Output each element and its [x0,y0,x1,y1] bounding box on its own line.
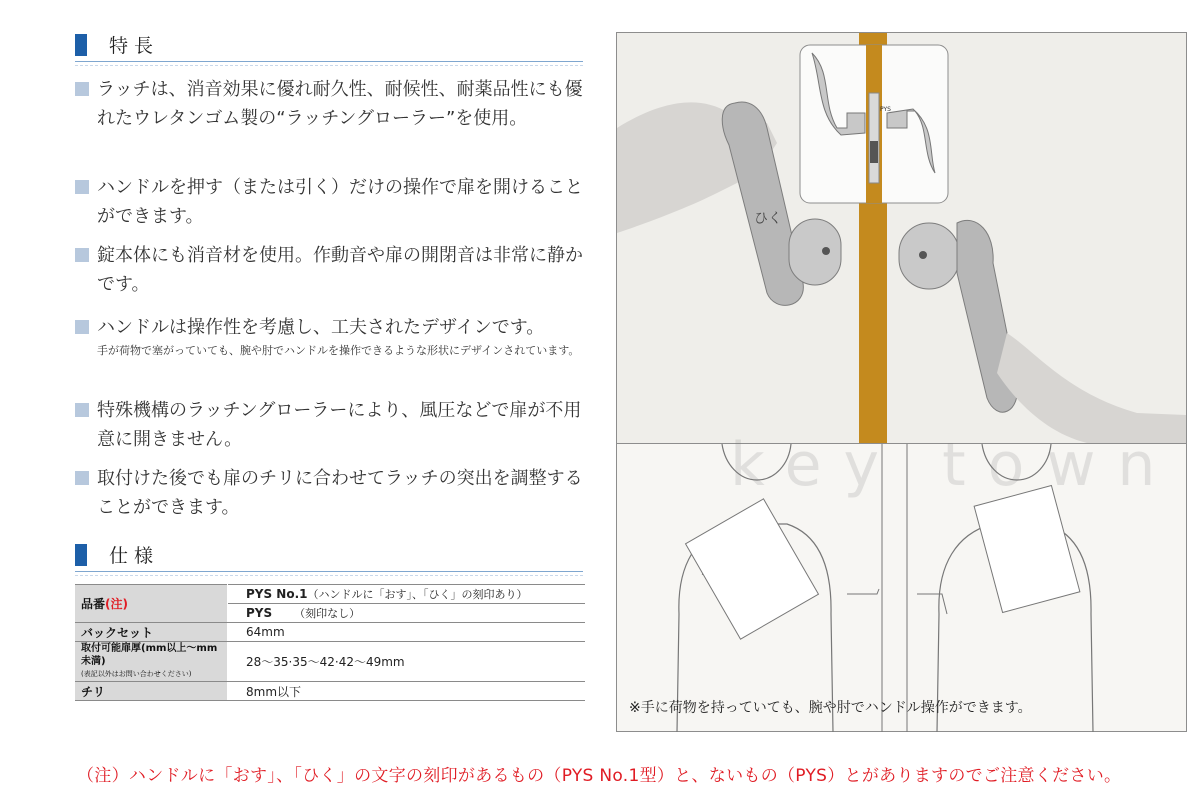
carried-board-right [974,486,1080,613]
spec-table [75,584,585,701]
model-a-desc: （ハンドルに「おす」、「ひく」の刻印あり） [307,588,528,601]
feature-subtext: 手が荷物で塞がっていても、腕や肘でハンドルを操作できるような形状にデザインされています。 [97,344,580,357]
product-figure-panel [616,32,1187,732]
bullet-square-icon [75,403,89,417]
table-row [75,585,585,604]
thickness-label: 取付可能扉厚(mm以上〜mm未満) [81,643,218,667]
door-handle-right-sketch [917,594,947,614]
feature-item [75,241,590,299]
specs-heading [75,538,583,572]
screw-icon [822,247,830,255]
model-a-name: PYS No.1 [246,587,308,601]
feature-item [75,313,590,360]
feature-text: 取付けた後でも扉のチリに合わせてラッチの突出を調整することができます。 [97,468,583,518]
feature-text: 特殊機構のラッチングローラーにより、風圧などで扉が不用意に開きません。 [97,400,582,450]
rosette-left [789,219,841,285]
feature-text: ラッチは、消音効果に優れ耐久性、耐候性、耐薬品性にも優れたウレタンゴム製の“ラッチングローラー”を使用。 [97,79,583,129]
model-note: (注) [105,597,128,611]
handle-photo-illustration [617,33,1186,443]
door-handle-left-sketch [847,589,879,594]
model-b-name: PYS [246,606,273,620]
thickness-value: 28〜35·35〜42·42〜49mm [228,642,586,682]
heading-accent-bar [75,544,87,566]
model-b-desc: （刻印なし） [294,607,361,620]
feature-item [75,396,590,454]
features-title: 特長 [109,35,160,57]
specs-title: 仕様 [109,545,160,567]
rosette-right [899,223,959,289]
bullet-square-icon [75,248,89,262]
figure-caption: ※手に荷物を持っていても、腕や肘でハンドル操作ができます。 [629,700,1032,716]
feature-text: 錠本体にも消音材を使用。作動音や扉の開閉音は非常に静かです。 [97,245,583,295]
table-row [75,682,585,701]
heading-dashed-rule [75,575,583,576]
bullet-square-icon [75,82,89,96]
bullet-square-icon [75,471,89,485]
feature-text: ハンドルを押す（または引く）だけの操作で扉を開けることができます。 [97,177,583,227]
footer-note: （注）ハンドルに「おす」、「ひく」の文字の刻印があるもの（PYS No.1型）と、ないもの（PYS）とがありますのでご注意ください。 [77,766,1122,786]
feature-text: ハンドルは操作性を考慮し、工夫されたデザインです。 [97,317,545,338]
thickness-note: (表記以外はお問い合わせください) [81,670,192,678]
feature-item [75,464,590,522]
heading-dashed-rule [75,65,583,66]
heading-accent-bar [75,34,87,56]
lever-handle-left [722,102,803,305]
backset-value: 64mm [228,623,586,642]
model-a-cell [228,585,586,604]
bullet-square-icon [75,320,89,334]
model-label-cell [75,585,228,623]
carried-board-left [686,499,819,639]
heading-underline [75,61,583,62]
watermark: key town [730,430,1178,500]
chiri-value: 8mm以下 [228,682,586,701]
thickness-label-cell [75,642,228,682]
bullet-square-icon [75,180,89,194]
table-row [75,623,585,642]
chiri-label: チリ [75,682,228,701]
handle-engraving: ひく [754,211,782,227]
heading-underline [75,571,583,572]
screw-icon [919,251,927,259]
backset-label: バックセット [75,623,228,642]
feature-item [75,173,590,231]
model-label: 品番 [81,597,106,611]
inset-door-diagram [800,45,948,203]
hand-right [997,333,1186,443]
table-row [75,642,585,682]
feature-item [75,75,590,133]
model-b-cell [228,604,586,623]
plate-text: PYS [880,106,891,113]
features-heading [75,28,583,62]
